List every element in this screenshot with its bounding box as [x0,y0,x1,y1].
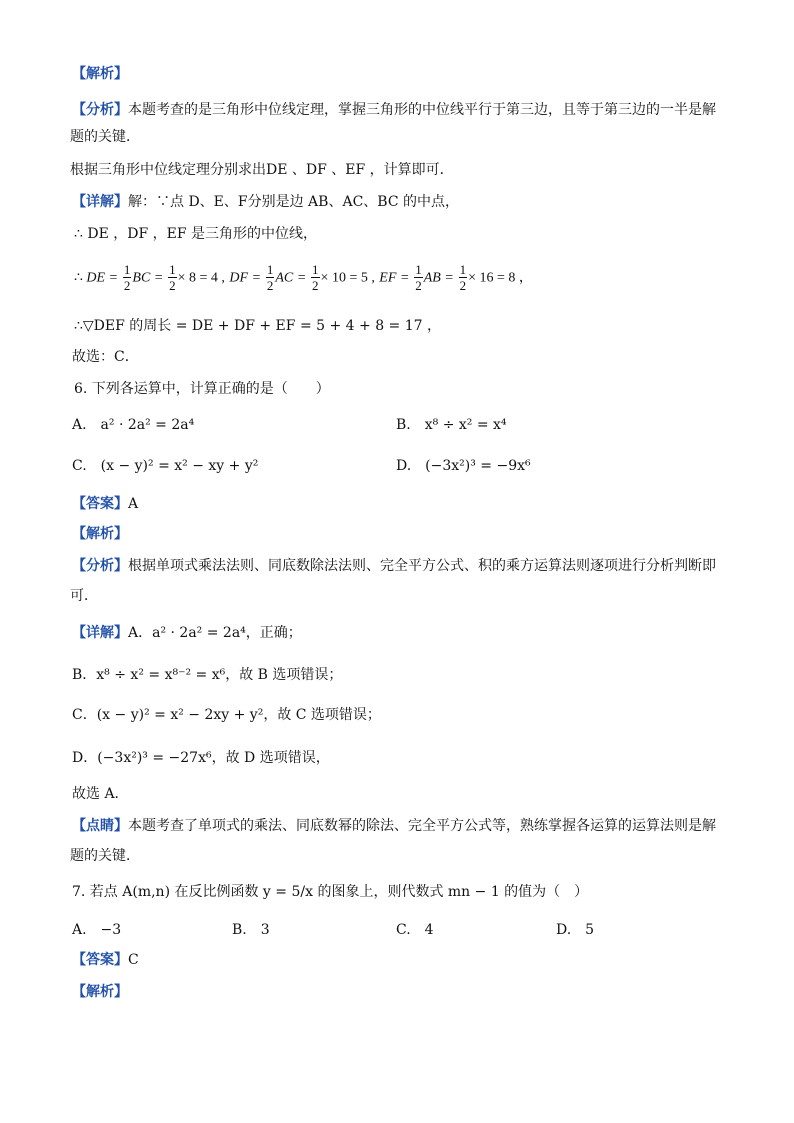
analysis-line-1b: 题的关键． [70,129,140,145]
question-7: 7. 若点 A(m,n) 在反比例函数 y = 5/x 的图象上，则代数式 mn − 1 的值为（ ） [72,884,589,900]
choose-a-line: 故选 A． [72,786,129,802]
q7-option-c: C. 4 [396,922,434,938]
q6-option-c: C. (x − y)² = x² − xy + y² [72,458,259,474]
q7-option-a: A. −3 [72,922,122,938]
jiexi-heading-3: 【解析】 [72,984,128,1000]
q6-option-b: B. x⁸ ÷ x² = x⁴ [396,417,507,433]
question-6: 6. 下列各运算中，计算正确的是（ ） [74,381,330,397]
q7-option-d: D. 5 [556,922,595,938]
analysis-line-1: 【分析】本题考查的是三角形中位线定理，掌握三角形的中位线平行于第三边，且等于第三边的一半是解 [72,102,716,118]
detail-line-2b: B．x⁸ ÷ x² = x⁸⁻² = x⁶，故 B 选项错误； [72,667,343,683]
analysis-line-2: 【分析】根据单项式乘法法则、同底数除法法则、完全平方公式、积的乘方运算法则逐项进行分析判断即 [72,558,716,574]
perimeter-line: ∴▽DEF 的周长 = DE + DF + EF = 5 + 4 + 8 = 17 ， [74,318,442,334]
choose-c-line: 故选：C． [72,349,139,365]
q6-option-a: A. a² · 2a² = 2a⁴ [72,417,195,433]
midline-calculation: ∴ DE = $\frac{1}{2}$ BC = $\frac{1}{2}$ × 8 = 4 , DF = $\frac{1}{2}$ AC = $\frac{1}{2}$ × 10 = 5 , EF = $\frac{1}{2}$ AB = $\frac{1}{2}$ × 16 = 8 ， [74,262,533,293]
detail-line-2c: C．(x − y)² = x² − 2xy + y²，故 C 选项错误； [72,707,381,723]
q6-option-d: D. (−3x²)³ = −9x⁶ [396,458,531,474]
analysis-line-2b: 可． [70,588,98,604]
jiexi-heading-2: 【解析】 [72,526,128,542]
remark-line-1: 【点睛】本题考查了单项式的乘法、同底数幂的除法、完全平方公式等，熟练掌握各运算的运算法则是解 [72,818,716,834]
detail-line-2d: D．(−3x²)³ = −27x⁶，故 D 选项错误， [72,750,330,766]
answer-6: 【答案】A [72,496,139,512]
midline-statement: ∴ DE ，DF ，EF 是三角形的中位线， [74,226,318,242]
answer-7: 【答案】C [72,952,139,968]
jiexi-heading-1: 【解析】 [72,66,128,82]
remark-line-1b: 题的关键． [70,848,140,864]
detail-line-2a: 【详解】A．a² · 2a² = 2a⁴，正确； [72,625,302,641]
q7-option-b: B. 3 [232,922,270,938]
approach-line: 根据三角形中位线定理分别求出DE 、DF 、EF ，计算即可． [70,162,454,178]
detail-line-1: 【详解】解：∵点 D、E、F分别是边 AB、AC、BC 的中点， [72,194,459,210]
